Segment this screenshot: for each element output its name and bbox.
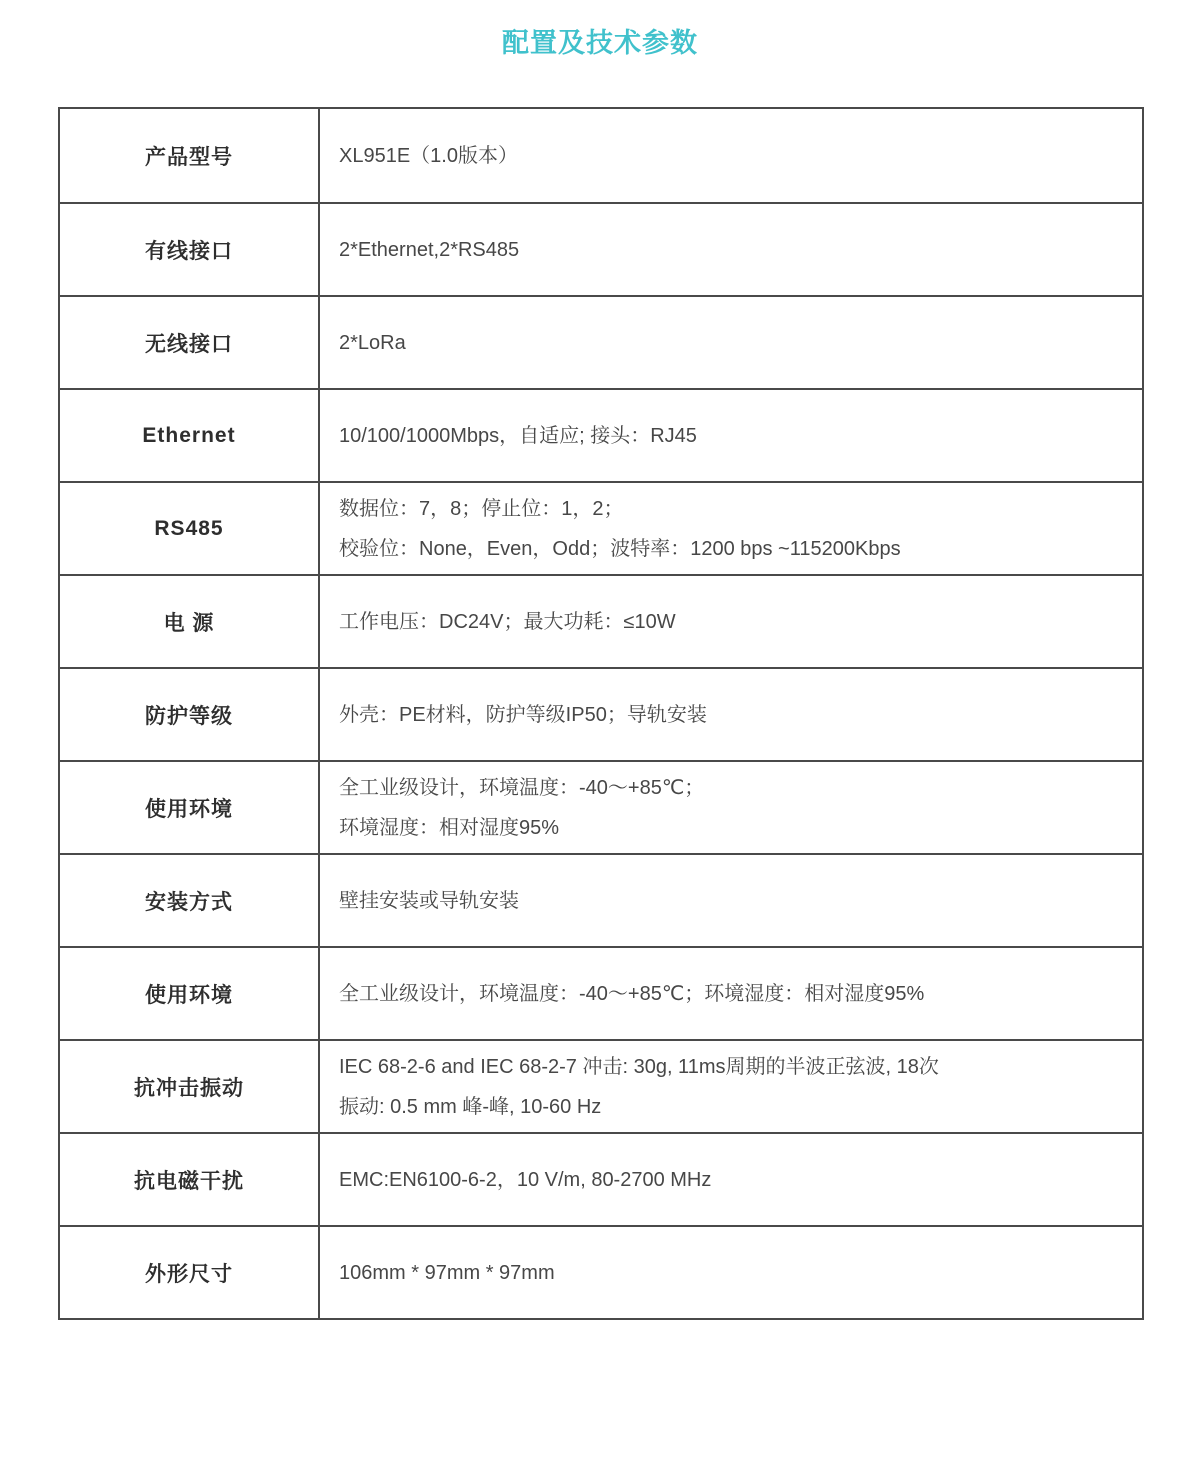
table-row: [60, 1225, 1142, 1318]
row-value: [320, 576, 1142, 667]
row-label: RS485: [60, 483, 320, 574]
value-line: 校验位：None，Even，Odd；波特率：1200 bps ~115200Kbps: [339, 537, 901, 560]
page-title: 配置及技术参数: [502, 28, 698, 58]
row-value: [320, 948, 1142, 1039]
row-label: 抗电磁干扰: [60, 1134, 320, 1225]
row-label: 使用环境: [60, 762, 320, 853]
value-line: XL951E（1.0版本）: [339, 144, 518, 167]
row-value: [320, 855, 1142, 946]
table-row: [60, 574, 1142, 667]
value-line: IEC 68-2-6 and IEC 68-2-7 冲击: 30g, 11ms周期的半波正弦波, 18次: [339, 1055, 939, 1078]
row-label: 安装方式: [60, 855, 320, 946]
row-label: 防护等级: [60, 669, 320, 760]
spec-table: [58, 107, 1144, 1320]
row-label: 抗冲击振动: [60, 1041, 320, 1132]
row-value: [320, 762, 1142, 853]
value-line: 工作电压：DC24V；最大功耗：≤10W: [339, 610, 676, 633]
value-line: 10/100/1000Mbps，自适应; 接头：RJ45: [339, 424, 697, 447]
row-label: 无线接口: [60, 297, 320, 388]
value-line: 2*Ethernet,2*RS485: [339, 238, 520, 261]
value-line: 数据位：7，8；停止位：1，2；: [339, 497, 624, 520]
table-row: [60, 202, 1142, 295]
table-row: [60, 1132, 1142, 1225]
table-row: [60, 109, 1142, 202]
value-line: 106mm * 97mm * 97mm: [339, 1261, 555, 1284]
row-value: [320, 109, 1142, 202]
row-value: [320, 1227, 1142, 1318]
value-line: 外壳：PE材料，防护等级IP50；导轨安装: [339, 703, 707, 726]
row-value: [320, 483, 1142, 574]
row-label: 使用环境: [60, 948, 320, 1039]
table-row: [60, 667, 1142, 760]
table-row: [60, 853, 1142, 946]
value-line: 环境湿度：相对湿度95%: [339, 816, 560, 839]
row-value: [320, 1041, 1142, 1132]
row-value: [320, 1134, 1142, 1225]
table-row: [60, 295, 1142, 388]
value-line: EMC:EN6100-6-2，10 V/m, 80-2700 MHz: [339, 1168, 712, 1191]
table-row: [60, 388, 1142, 481]
row-value: [320, 390, 1142, 481]
value-line: 振动: 0.5 mm 峰-峰, 10-60 Hz: [339, 1095, 602, 1118]
table-row: [60, 1039, 1142, 1132]
value-line: 2*LoRa: [339, 331, 406, 354]
row-value: [320, 204, 1142, 295]
table-row: [60, 481, 1142, 574]
value-line: 全工业级设计，环境温度：-40～+85℃；: [339, 776, 705, 799]
row-label: 电 源: [60, 576, 320, 667]
value-line: 全工业级设计，环境温度：-40～+85℃；环境湿度：相对湿度95%: [339, 982, 925, 1005]
table-row: [60, 946, 1142, 1039]
row-value: [320, 297, 1142, 388]
row-label: Ethernet: [60, 390, 320, 481]
value-line: 壁挂安装或导轨安装: [339, 889, 519, 912]
row-label: 外形尺寸: [60, 1227, 320, 1318]
row-value: [320, 669, 1142, 760]
table-row: [60, 760, 1142, 853]
row-label: 有线接口: [60, 204, 320, 295]
row-label: 产品型号: [60, 109, 320, 202]
